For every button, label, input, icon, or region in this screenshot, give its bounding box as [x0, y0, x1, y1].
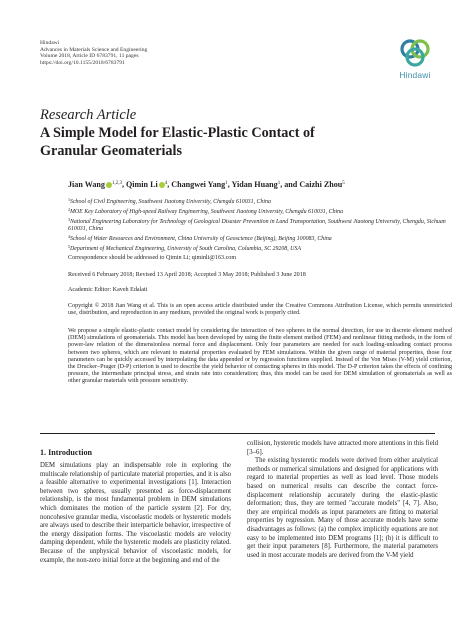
affiliation-mark: 2 — [68, 207, 70, 213]
copyright-notice: Copyright © 2018 Jian Wang et al. This is an open access article distributed under the Creative Commons Attribution License, which permits unrestricted use, distribution, and reproduction in any medium, provided the original work is properly cited. — [68, 303, 452, 317]
academic-editor: Academic Editor: Kaveh Edalati — [68, 287, 148, 293]
author-affiliation-mark: 1 — [277, 181, 281, 186]
left-column — [40, 462, 231, 565]
author-name: Yidan Huang — [231, 180, 278, 189]
affiliation-item — [68, 243, 448, 253]
affiliation-item — [68, 196, 448, 206]
volume-line: Volume 2018, Article ID 6783791, 11 pages — [40, 53, 139, 60]
hindawi-logo-icon — [397, 37, 433, 69]
affiliation-text: MOE Key Laboratory of High-speed Railway Engineering, Southwest Jiaotong University, Chengdu 610031, China — [70, 209, 344, 216]
publisher-name: Hindawi — [40, 40, 60, 46]
hindawi-logo — [392, 37, 438, 80]
article-type: Research Article — [40, 107, 137, 123]
section-divider — [40, 433, 435, 434]
author-separator: , — [167, 180, 172, 189]
author-name: Changwei Yang — [171, 180, 226, 189]
author-separator: , and — [280, 180, 300, 189]
journal-name: Advances in Materials Science and Engineering — [40, 46, 148, 53]
author-separator: , — [227, 180, 232, 189]
affiliation-mark: 4 — [68, 234, 70, 240]
affiliation-text: School of Water Resources and Environment, China University of Geoscience (Beijing), Beijing 100083, China — [70, 236, 332, 243]
affiliation-mark: 5 — [68, 244, 70, 250]
author-name: Jian Wang — [68, 180, 105, 189]
affiliation-text: National Engineering Laboratory for Technology of Geological Disaster Prevention in Land Transportation, Southwest Jiaotong University, Chengdu, Sichuan 610031, China — [68, 219, 446, 233]
affiliations — [68, 196, 448, 254]
right-column-paragraph-1: collision, hysteretic models have attracted more attentions in this field [3–6]. — [247, 440, 438, 456]
right-column-paragraph-2: The existing hysteretic models were derived from either analytical methods or numerical simulations and designed for applications with regard to material properties as well as load level. Those models based on numerical results can describe the contact force-displacement relationship accurately during the elastic-plastic deformation; thus, they are termed "accurate models" [4, 7]. Also, they are empirical models as input parameters are fitting to material properties by regression. Many of those accurate models have some disadvantages as follows: (a) the complex implicitly equations are not easy to be implemented into DEM programs [1]; (b) it is difficult to get their input parameters [8]. Furthermore, the material parameters used in most accurate models are derived from the V-M yield — [247, 457, 438, 559]
author-list — [68, 180, 345, 189]
affiliation-item — [68, 233, 448, 243]
doi-link[interactable]: https://doi.org/10.1155/2018/6783791 — [40, 59, 125, 66]
affiliation-text: Department of Mechanical Engineering, University of South Carolina, Columbia, SC 29208, USA — [70, 246, 301, 253]
affiliation-mark: 1 — [68, 197, 70, 202]
correspondence: Correspondence should be addressed to Qimin Li; qiminli@163.com — [68, 255, 237, 261]
affiliation-text: School of Civil Engineering, Southwest Jiaotong University, Chengdu 610031, China — [70, 199, 271, 205]
publication-dates: Received 6 February 2018; Revised 13 April 2018; Accepted 3 May 2018; Published 3 June 2018 — [68, 272, 306, 278]
author-separator: , — [121, 180, 127, 189]
affiliation-item — [68, 216, 448, 233]
author-affiliation-mark: 4 — [164, 181, 168, 186]
affiliation-mark: 3 — [68, 217, 70, 223]
right-column — [247, 440, 438, 560]
article-title: A Simple Model for Elastic-Plastic Contact of Granular Geomaterials — [40, 125, 315, 159]
author-affiliation-mark: 5 — [342, 181, 345, 186]
left-column-paragraph: DEM simulations play an indispensable role in exploring the multiscale relationship of particulate material properties, and it is also a feasible alternative to experimental investigations [1]. Interaction between two spheres, usually presented as force-displacement relationship, is the most fundamental problem in DEM simulations which dominates the motion of the particle system [2]. For dry, noncohesive granular media, viscoelastic models or hysteretic models are always used to describe their interparticle behavior, irrespective of the energy dissipation forms. The viscoelastic models are velocity damping dependent, while the hysteretic models are plasticity related. Because of the unphysical behavior of viscoelastic models, for example, the non-zero initial force at the beginning and end of the — [40, 462, 231, 564]
affiliation-item — [68, 206, 448, 216]
author-affiliation-mark: 1 — [225, 181, 228, 186]
journal-header — [40, 40, 147, 66]
abstract: We propose a simple elastic-plastic contact model by considering the interaction of two spheres in the normal direction, for use in discrete element method (DEM) simulations of geomaterials. This model has been developed by using the finite element method (FEM) and nonlinear fitting methods, in the form of power-law relation of the dimensionless normal force and displacement. Only four parameters are needed for each loading-unloading contact process between two spheres, which are relevant to material properties evaluated by FEM simulations. Within the given range of material properties, those four parameters can be quickly accessed by interpolating the data appended or by regression functions supplied. Instead of the Von Mises (V-M) yield criterion, the Drucker–Prager (D-P) criterion is used to describe the yield behavior of contacting spheres in this model. The D-P criterion takes the effects of confining pressure, the intermediate principal stress, and strain rate into consideration; thus, this model can be used for DEM simulation of geomaterials as well as other granular materials with pressure sensitivity. — [68, 328, 452, 385]
author-affiliation-mark: 1,2,3 — [111, 181, 122, 186]
section-heading: 1. Introduction — [40, 448, 93, 457]
author-name: Qimin Li — [126, 180, 158, 189]
author-name: Caizhi Zhou — [299, 180, 343, 189]
logo-text: Hindawi — [399, 70, 431, 80]
